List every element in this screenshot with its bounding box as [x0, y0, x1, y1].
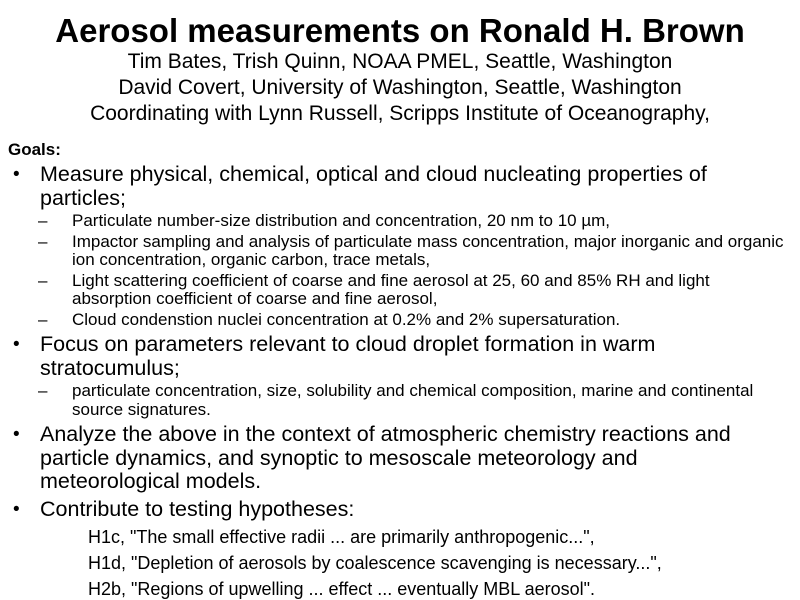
bullet-text: Contribute to testing hypotheses: — [40, 496, 355, 521]
bullet-text: Analyze the above in the context of atmospheric chemistry reactions and particle dynamics, and synoptic to mesoscale meteorology and meteorological models. — [40, 422, 731, 493]
dash-marker: – — [38, 211, 48, 230]
sub-bullet-text: Impactor sampling and analysis of particulate mass concentration, major inorganic and organic ion concentration, organic carbon, trace metals, — [72, 231, 784, 269]
sub-bullet-text: particulate concentration, size, solubility and chemical composition, marine and continental source signatures. — [72, 381, 754, 419]
sub-bullet-item — [38, 212, 800, 231]
slide-title: Aerosol measurements on Ronald H. Brown — [55, 12, 745, 49]
sub-bullet-item — [38, 311, 800, 330]
sub-bullet-text: Particulate number-size distribution and concentration, 20 nm to 10 µm, — [72, 211, 611, 230]
bullet-text: Measure physical, chemical, optical and cloud nucleating properties of particles; — [40, 162, 707, 210]
bullet-marker: • — [13, 164, 20, 185]
sub-bullet-text: Light scattering coefficient of coarse and fine aerosol at 25, 60 and 85% RH and light absorption coefficient of coarse and fine aerosol, — [72, 270, 710, 308]
author-line: Tim Bates, Trish Quinn, NOAA PMEL, Seattle, Washington — [127, 50, 673, 73]
author-line: Coordinating with Lynn Russell, Scripps Institute of Oceanography, — [90, 102, 710, 125]
bullet-item — [0, 333, 800, 380]
sub-bullet-item — [38, 233, 800, 270]
bullet-item — [0, 163, 800, 210]
sub-bullet-item — [38, 272, 800, 309]
sub-bullet-text: Cloud condenstion nuclei concentration at 0.2% and 2% supersaturation. — [72, 309, 621, 329]
bullet-text: Focus on parameters relevant to cloud droplet formation in warm stratocumulus; — [40, 332, 656, 380]
bullet-marker: • — [13, 334, 20, 355]
author-block — [0, 49, 800, 127]
dash-marker: – — [38, 270, 48, 290]
bullet-item — [0, 498, 800, 522]
bullet-marker: • — [13, 424, 20, 445]
sub-bullet-item — [38, 382, 800, 419]
bullet-item — [0, 423, 800, 494]
hypothesis-line: H1d, "Depletion of aerosols by coalescence scavenging is necessary...", — [88, 553, 662, 573]
dash-marker: – — [38, 381, 48, 400]
goals-label: Goals: — [8, 140, 61, 159]
hypothesis-line: H1c, "The small effective radii ... are primarily anthropogenic...", — [88, 527, 595, 547]
dash-marker: – — [38, 231, 48, 251]
hypotheses-block — [88, 524, 800, 600]
dash-marker: – — [38, 309, 48, 329]
bullet-marker: • — [13, 498, 20, 520]
hypothesis-line: H2b, "Regions of upwelling ... effect ... eventually MBL aerosol". — [88, 579, 596, 599]
author-line: David Covert, University of Washington, Seattle, Washington — [118, 76, 682, 99]
